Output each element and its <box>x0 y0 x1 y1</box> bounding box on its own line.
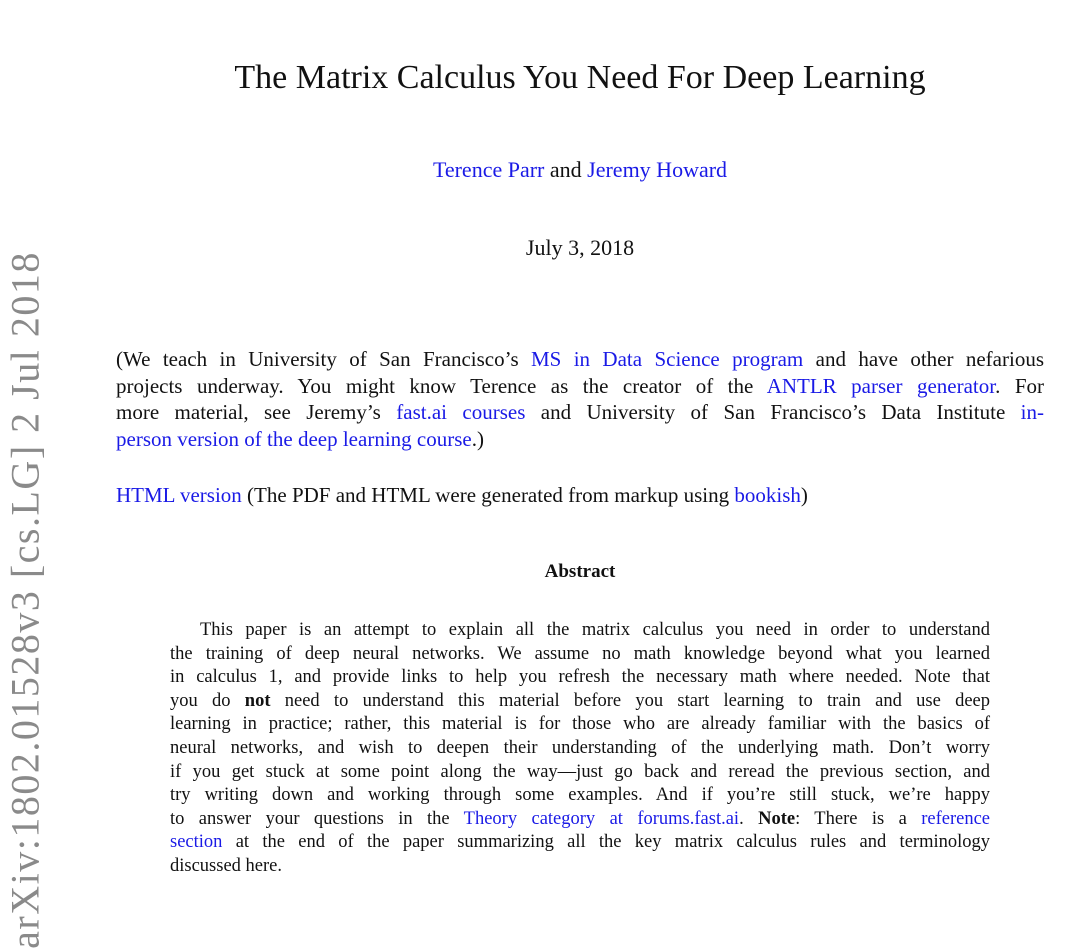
link-fastai-courses[interactable]: fast.ai courses <box>396 400 526 425</box>
abstract-text: need to understand this material before you start learning to train and use deep <box>270 690 990 711</box>
abstract-body <box>170 619 990 879</box>
abstract-line: if you get stuck at some point along the way—just go back and reread the previous section, and <box>170 761 990 782</box>
intro-text: and have other nefarious <box>803 347 1044 371</box>
authors-and: and <box>544 157 588 182</box>
intro-line <box>116 399 1044 426</box>
abstract-bold-not: not <box>244 690 271 711</box>
link-bookish[interactable]: bookish <box>734 483 801 507</box>
html-version-line <box>116 482 1044 508</box>
intro-text: .) <box>471 426 484 451</box>
abstract-text: at the end of the paper summarizing all the key matrix calculus rules and terminology <box>222 832 990 853</box>
intro-text: more material, see Jeremy’s <box>116 400 397 425</box>
intro-text: (We teach in University of San Francisco’s <box>116 347 531 371</box>
arxiv-stamp <box>0 0 50 949</box>
abstract-bold-note: Note <box>758 808 796 829</box>
abstract-line: try writing down and working through some examples. And if you’re still stuck, we’re happy <box>170 785 990 806</box>
link-ms-data-science[interactable]: MS in Data Science program <box>531 347 804 371</box>
abstract-line: This paper is an attempt to explain all the matrix calculus you need in order to understand <box>200 620 990 640</box>
intro-line <box>116 373 1044 400</box>
intro-paragraph <box>116 346 1044 452</box>
paper-date: July 3, 2018 <box>525 235 635 260</box>
link-html-version[interactable]: HTML version <box>116 483 242 507</box>
abstract-line: discussed here. <box>170 855 282 876</box>
link-antlr[interactable]: ANTLR parser generator <box>766 373 996 398</box>
link-reference-section-cont[interactable]: section <box>170 832 223 853</box>
paper-title: The Matrix Calculus You Need For Deep Learning <box>234 59 926 96</box>
abstract-line: in calculus 1, and provide links to help you refresh the necessary math where needed. Note that <box>170 667 990 688</box>
intro-text: . For <box>995 373 1045 398</box>
abstract-line: learning in practice; rather, this material is for those who are already familiar with the basics of <box>170 714 990 735</box>
abstract-text: : There is a <box>795 808 922 829</box>
abstract-text: to answer your questions in the <box>170 808 464 829</box>
arxiv-stamp-text: arXiv:1802.01528v3 [cs.LG] 2 Jul 2018 <box>2 251 48 949</box>
link-in-person-course-cont[interactable]: person version of the deep learning course <box>116 426 472 451</box>
abstract-heading: Abstract <box>544 561 616 582</box>
intro-line <box>116 426 1044 453</box>
intro-line <box>116 346 1044 373</box>
link-reference-section[interactable]: reference <box>921 808 990 829</box>
html-line-text: (The PDF and HTML were generated from markup using <box>241 483 735 507</box>
abstract-line: neural networks, and wish to deepen their understanding of the underlying math. Don’t worry <box>170 737 990 758</box>
html-line-close: ) <box>800 483 808 507</box>
link-in-person-course[interactable]: in- <box>1020 400 1044 425</box>
authors <box>116 156 1044 184</box>
author-link-jeremy-howard[interactable]: Jeremy Howard <box>587 157 728 182</box>
abstract-line <box>170 831 990 855</box>
abstract-line <box>170 808 990 832</box>
abstract-line: the training of deep neural networks. We assume no math knowledge beyond what you learned <box>170 643 990 664</box>
abstract-line <box>170 690 990 714</box>
abstract-text: . <box>739 808 759 829</box>
intro-text: projects underway. You might know Terence as the creator of the <box>116 373 767 398</box>
abstract-text: you do <box>170 690 245 711</box>
intro-text: and University of San Francisco’s Data Institute <box>525 400 1021 425</box>
author-link-terence-parr[interactable]: Terence Parr <box>432 157 545 182</box>
link-theory-category[interactable]: Theory category at forums.fast.ai <box>463 808 740 829</box>
